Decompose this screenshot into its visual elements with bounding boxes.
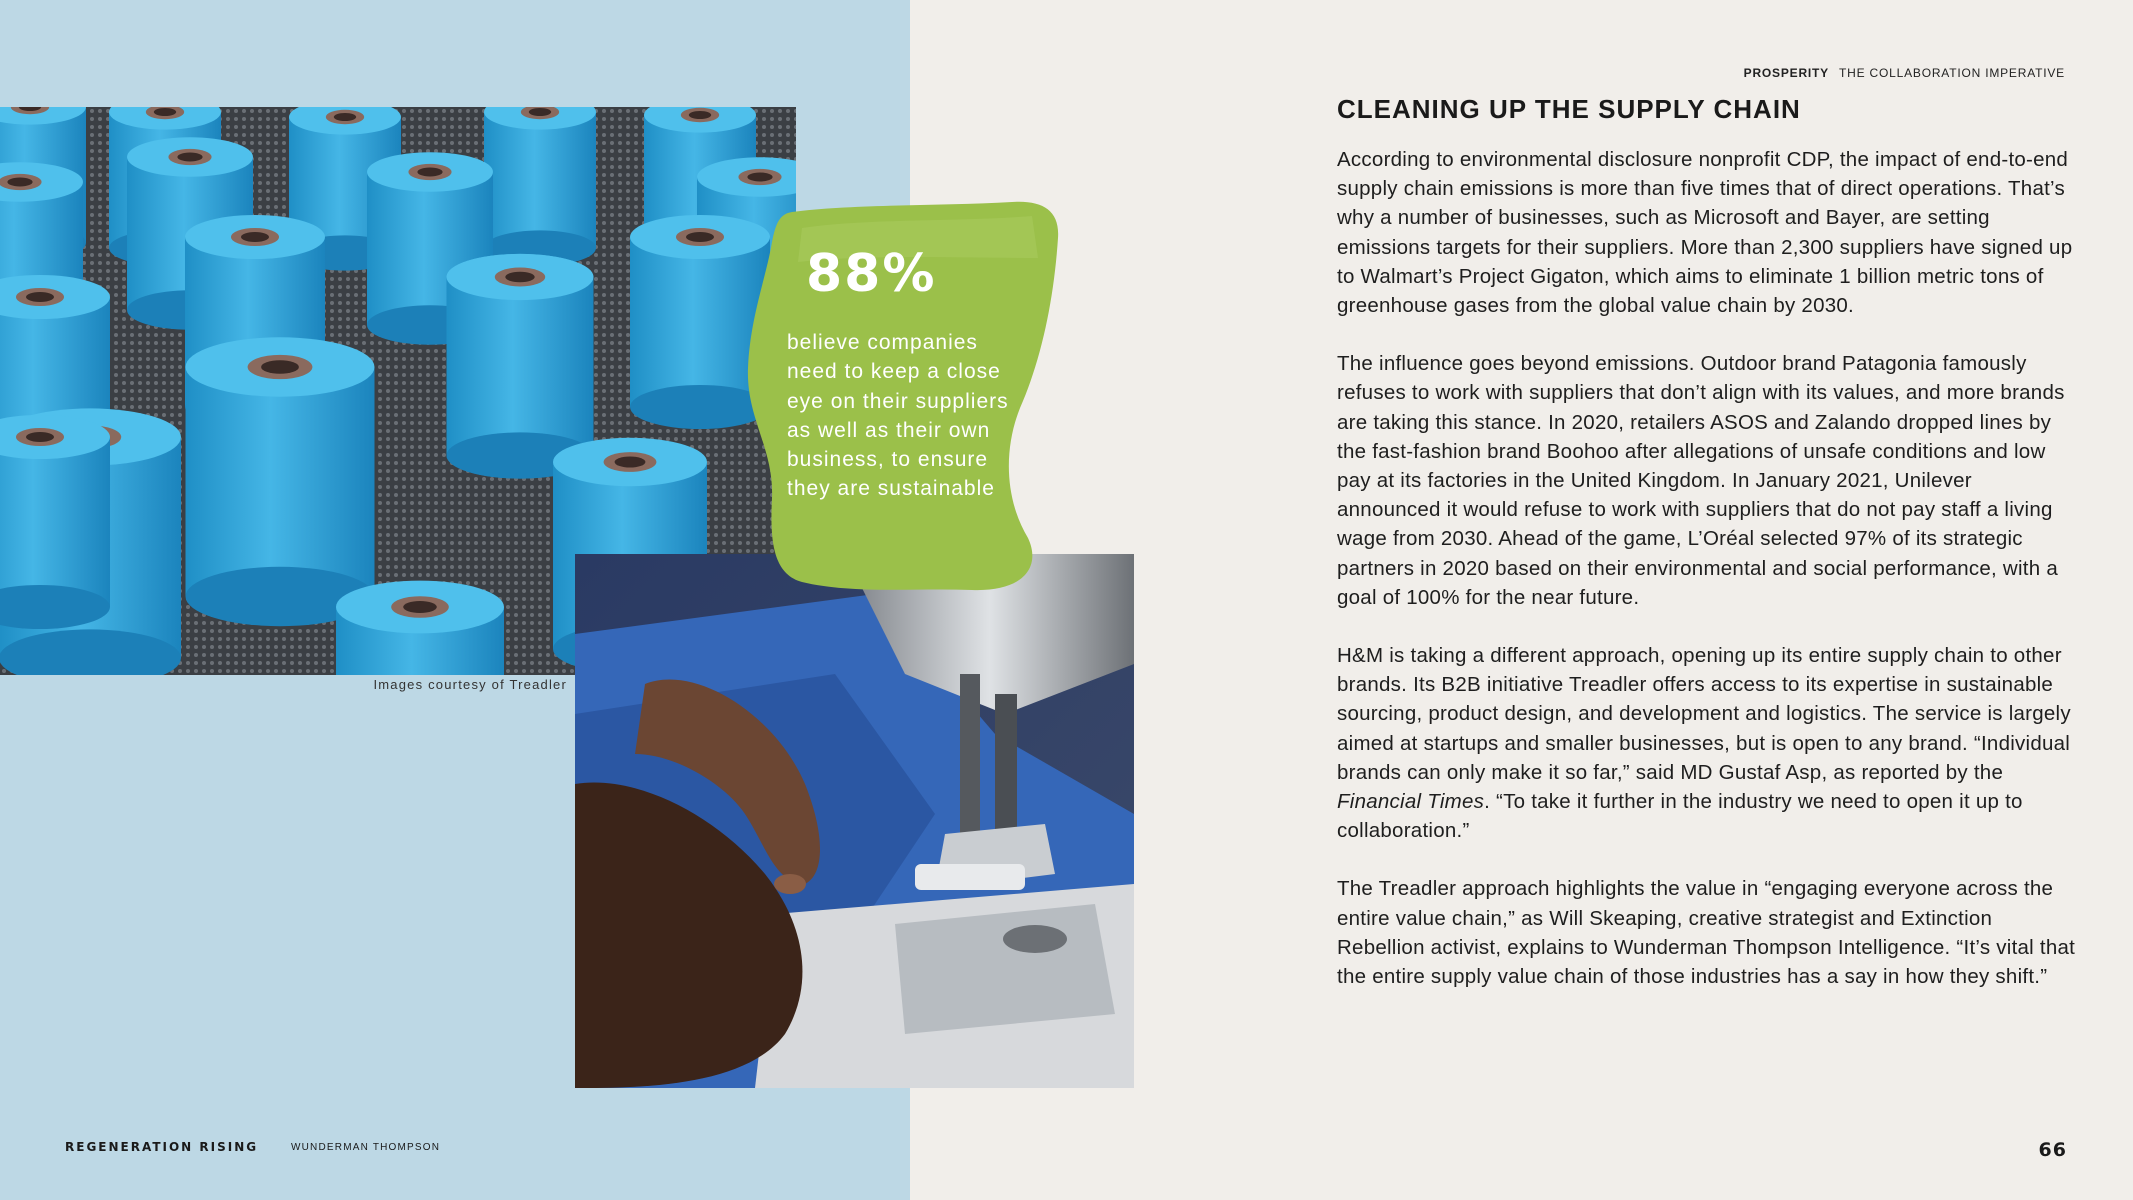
footer-brand: REGENERATION RISING [65,1140,259,1154]
page-number: 66 [2038,1139,2067,1161]
stat-description: believe companies need to keep a close eye on their suppliers as well as their own business, to ensure they are sustainable [787,331,1009,501]
article-paragraph-2: The influence goes beyond emissions. Outdoor brand Patagonia famously refuses to work with suppliers that don’t align with its values, and more brands are taking this stance. In 2020, retailers ASOS and Zalando dropped lines by the fast-fashion brand Boohoo after allegations of unsafe conditions and low pay at its factories in the United Kingdom. In January 2021, Unilever announced it would refuse to work with suppliers that do not pay staff a living wage from 2030. Ahead of the game, L’Oréal selected 97% of its strategic partners in 2020 based on their environmental and social performance, with a goal of 100% for the near future. [1337,352,2065,609]
paragraph-3-text-a: H&M is taking a different approach, opening up its entire supply chain to other brands. Its B2B initiative Treadler offers access to its expertise in sustainable sourcing, product design, and development and logistics. The service is largely aimed at startups and smaller businesses, but is open to any brand. “Individual brands can only make it so far,” said MD Gustaf Asp, as reported by the [1337,644,2071,784]
article-paragraph-3 [1337,641,2077,845]
article-title: CLEANING UP THE SUPPLY CHAIN [1337,94,1801,124]
image-caption: Images courtesy of Treadler [373,677,567,692]
stat-value: 88% [806,244,937,304]
header-subtitle: THE COLLABORATION IMPERATIVE [1839,66,2065,80]
article [1337,94,2077,1020]
page-header [1744,66,2065,80]
header-section: PROSPERITY [1743,66,1829,80]
sewing-machine-photo [575,554,1134,1088]
publication-name: Financial Times [1337,790,1485,814]
article-paragraph-4: The Treadler approach highlights the value in “engaging everyone across the entire value chain,” as Will Skeaping, creative strategist and Extinction Rebellion activist, explains to Wunderman Thompson Intelligence. “It’s vital that the entire supply value chain of those industries has a say in how they shift.” [1337,877,2076,989]
stat-callout [742,198,1064,596]
footer-company: WUNDERMAN THOMPSON [291,1142,441,1153]
article-paragraph-1: According to environmental disclosure nonprofit CDP, the impact of end-to-end supply chain emissions is more than five times that of direct operations. That’s why a number of businesses, such as Microsoft and Bayer, are setting emissions targets for their suppliers. More than 2,300 suppliers have signed up to Walmart’s Project Gigaton, which aims to eliminate 1 billion metric tons of greenhouse gases from the global value chain by 2030. [1337,148,2073,318]
paragraph-3-text-b: . “To take it further in the industry we need to open it up to collaboration.” [1337,790,2023,843]
